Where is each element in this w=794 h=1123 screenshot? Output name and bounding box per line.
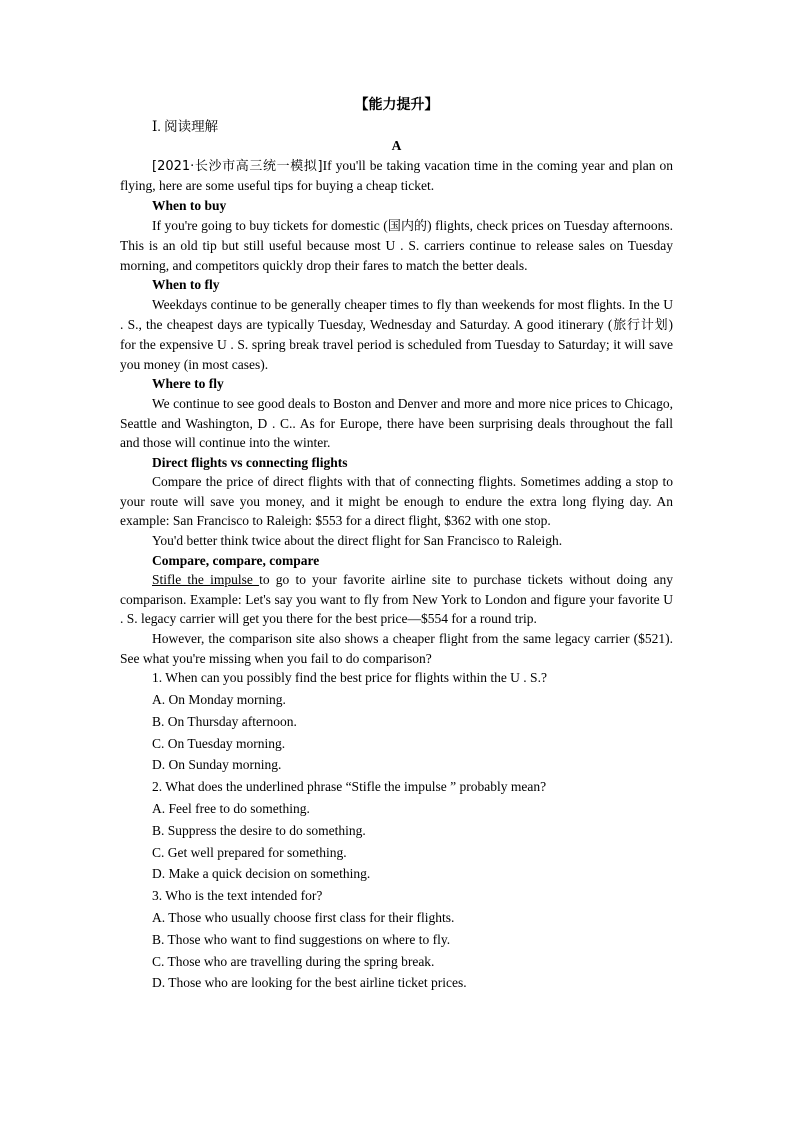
section-heading-where-to-fly: Where to fly — [152, 376, 224, 392]
option-b: B. Those who want to find suggestions on where to fly. — [152, 931, 451, 947]
section-heading-direct-flights: Direct flights vs connecting flights — [152, 454, 348, 470]
question-stem: 1. When can you possibly find the best price for flights within the U . S.? — [152, 670, 547, 686]
paragraph-when-to-buy — [120, 216, 673, 276]
text-span: ) for the expensive U . S. spring break travel period is scheduled from Tuesday to Saturday; it will save you money (in most cases). — [120, 316, 673, 372]
chinese-gloss: 国内的 — [387, 218, 428, 234]
question-2 — [120, 777, 673, 885]
section-heading-compare: Compare, compare, compare — [152, 552, 320, 568]
question-3 — [120, 886, 673, 994]
option-c: C. Get well prepared for something. — [152, 844, 347, 860]
paragraph-compare — [120, 570, 673, 629]
text-span: ) flights, check prices on Tuesday afternoons. This is an old tip but still useful because most U . S. carriers continue to release sales on Tuesday morning, and competitors quickly drop their fares to match the better deals. — [120, 217, 673, 273]
section-heading: Ⅰ. 阅读理解 — [152, 118, 219, 134]
option-d: D. Those who are looking for the best airline ticket prices. — [152, 975, 467, 991]
paragraph-direct-flights: Compare the price of direct flights with that of connecting flights. Sometimes adding a stop to your route will save you money, and it might be enough to endure the extra long flying day. An example: San Francisco to Raleigh: $553 for a direct flight, $362 with one stop. — [120, 474, 673, 529]
question-1 — [120, 668, 673, 776]
text-span: Weekdays continue to be generally cheaper times to fly than weekends for most flights. In the U . S., the cheapest days are typically Tuesday, Wednesday and Saturday. A good itinerary ( — [120, 296, 673, 332]
section-heading-when-to-buy: When to buy — [152, 197, 227, 213]
underlined-phrase: Stifle the impulse — [152, 572, 260, 588]
passage-label: A — [391, 138, 402, 154]
page-title: 【能力提升】 — [354, 98, 439, 113]
paragraph-where-to-fly: We continue to see good deals to Boston and Denver and more and more nice prices to Chicago, Seattle and Washington, D . C.. As for Europe, there have been surprising deals throughout the fall and those will continue into the winter. — [120, 395, 673, 451]
question-stem: 3. Who is the text intended for? — [152, 888, 323, 904]
paragraph-when-to-fly — [120, 295, 673, 374]
option-c: C. Those who are travelling during the spring break. — [152, 953, 435, 969]
intro-text: If you'll be taking vacation time in the coming year and plan on flying, here are some useful tips for buying a cheap ticket. — [120, 157, 673, 194]
document-page — [120, 96, 673, 995]
text-span: If you're going to buy tickets for domestic ( — [152, 217, 388, 233]
chinese-gloss: 旅行计划 — [612, 317, 669, 333]
question-stem: 2. What does the underlined phrase “Stifle the impulse ” probably mean? — [152, 779, 547, 795]
intro-paragraph — [120, 156, 673, 196]
source-tag: [2021·长沙市高三统一模拟] — [152, 158, 323, 174]
option-b: B. On Thursday afternoon. — [152, 713, 297, 729]
option-b: B. Suppress the desire to do something. — [152, 822, 366, 838]
option-a: A. Those who usually choose first class for their flights. — [152, 909, 455, 925]
option-a: A. On Monday morning. — [152, 692, 286, 708]
text-span: to go to your favorite airline site to purchase tickets without doing any comparison. Example: Let's say you want to fly from New York to London and figure your favorite U . S. legacy carrier will get you there for the best price—$554 for a round trip. — [120, 572, 673, 627]
option-d: D. Make a quick decision on something. — [152, 866, 371, 882]
paragraph-compare-2: However, the comparison site also shows a cheaper flight from the same legacy carrier ($521). See what you're missing when you fail to do comparison? — [120, 631, 673, 666]
option-c: C. On Tuesday morning. — [152, 735, 286, 751]
option-a: A. Feel free to do something. — [152, 801, 310, 816]
paragraph-direct-flights-2: You'd better think twice about the direct flight for San Francisco to Raleigh. — [152, 533, 563, 549]
section-heading-when-to-fly: When to fly — [152, 277, 220, 293]
option-d: D. On Sunday morning. — [152, 757, 282, 773]
